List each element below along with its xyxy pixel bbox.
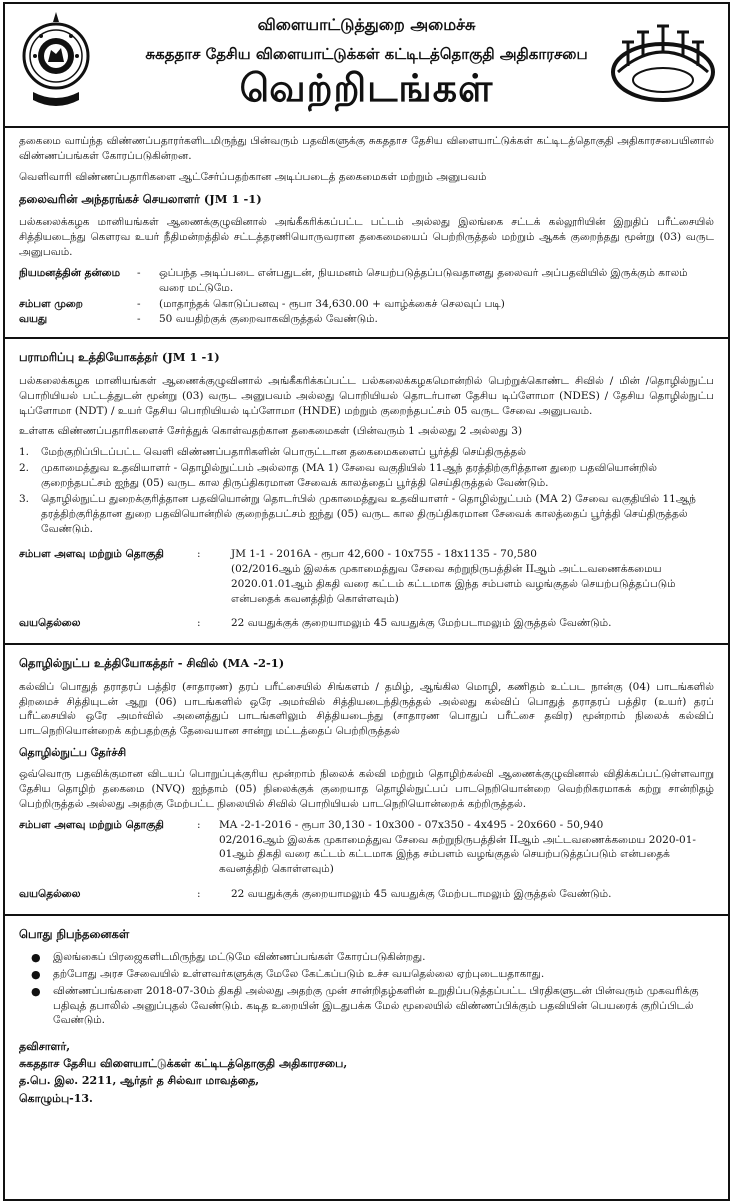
condition-text: தற்போது அரச சேவையில் உள்ளவர்களுக்கு மேலே கேட்கப்படும் உச்ச வயதெல்லை ஏற்புடையதாகாது.	[53, 968, 545, 981]
item-text: தொழில்நுட்ப துறைக்குரித்தான பதவியொன்று தொடர்பில் முகாமைத்துவ உதவியாளர் - தொழில்நுட்பம் (MA 2) சேவை வகுதியில் 11ஆந் தரத்திற்குரித்தான துறை பதவியொன்றில் குறைந்தபட்சம் ஐந்து (05) வருட கால திருப்திகரமான சேவைக் காலத்தைப் பூர்த்தி செய்திருத்தல் வேண்டும்.	[41, 493, 696, 535]
notice-header	[5, 4, 728, 128]
item-number: 2.	[19, 462, 30, 475]
list-item	[19, 461, 714, 491]
item-text: மேற்குறிப்பிடப்பட்ட வெளி விண்ணப்பதாரிகளின் பொருட்டான தகைமைகளைப் பூர்த்தி செய்திருத்தல்	[41, 446, 526, 459]
section-technical-officer	[5, 645, 728, 916]
section-maintenance-officer	[5, 339, 728, 645]
salary-separator: :	[197, 547, 201, 560]
authority-name: சுகததாச தேசிய விளையாட்டுக்கள் கட்டிடத்தொகுதி அதிகாரசபை	[145, 45, 588, 63]
salary-value	[231, 547, 714, 607]
detail-separator: -	[137, 313, 141, 326]
post-title-technical-officer: தொழில்நுட்ப உத்தியோகத்தர் - சிவில் (MA -2-1)	[19, 656, 285, 671]
general-conditions-title: பொது நிபந்தனைகள்	[19, 927, 130, 942]
detail-value: 50 வயதிற்குக் குறைவாகவிருத்தல் வேண்டும்.	[159, 313, 378, 326]
salary-note: 02/2016ஆம் இலக்க முகாமைத்துவ சேவை சுற்றுநிருபத்தின் IIஆம் அட்டவணைக்கமைய 2020-01-01ஆம் திகதி வரை கட்டம் கட்டமாக இந்த சம்பளம் வழங்குதல் செயற்படுத்தப்படும் என்பதைக் கவனத்திற் கொள்ளவும்)	[219, 833, 696, 876]
signature-line: கொழும்பு-13.	[19, 1091, 93, 1105]
age-value: 22 வயதுக்குக் குறையாமலும் 45 வயதுக்கு மேற்படாமலும் இருத்தல் வேண்டும்.	[231, 888, 612, 901]
section-intro	[5, 128, 728, 339]
detail-separator: -	[137, 297, 141, 310]
condition-text: இலங்கைப் பிரஜைகளிடமிருந்து மட்டுமே விண்ணப்பங்கள் கோரப்படுகின்றது.	[53, 951, 426, 964]
age-value: 22 வயதுக்குக் குறையாமலும் 45 வயதுக்கு மேற்படாமலும் இருத்தல் வேண்டும்.	[231, 617, 612, 630]
signature-block	[19, 1038, 714, 1106]
bullet-icon: ●	[31, 984, 41, 998]
qualification-text: கல்விப் பொதுத் தராதரப் பத்திர (சாதாரண) தரப் பரீட்சையில் சிங்களம் / தமிழ், ஆங்கில மொழி, கணிதம் உட்பட நான்கு (04) பாடங்களில் திறமைச் சித்தியுடன் ஆறு (06) பாடங்களில் ஒரே அமர்வில் சித்தியடைந்திருத்தல் அல்லது கல்விப் பொதுத் தராதரப் பத்திர (உயர்) தரப் பரீட்சையில் ஒரே அமர்வில் அனைத்துப் பாடங்களிலும் சித்தியடைந்து (சாதாரண பொதுப் பரீட்சை தவிர) மூன்றாம் நிலைக் கல்விப் பாடநெறியொன்றைக் கற்பதற்குத் தேவையான சான்று மட்டத்தைப் பெற்றிருத்தல்	[19, 680, 714, 738]
detail-label: சம்பள முறை	[19, 297, 83, 310]
list-item	[31, 950, 714, 966]
ministry-name: விளையாட்டுத்துறை அமைச்சு	[257, 15, 476, 34]
qualification-text: பல்கலைக்கழக மானியங்கள் ஆணைக்குழுவினால் அங்கீகரிக்கப்பட்ட பல்கலைக்கழகமொன்றில் பெற்றுக்கொண்ட சிவில் / மின் /தொழில்நுட்ப பொறியியல் பட்டத்துடன் மூன்று (03) வருட அனுபவம் அல்லது பொறியியல் தொடர்பான தேசிய டிப்ளோமா (NDES) / தேசிய தொழில்நுட்ப டிப்ளோமா (NDT) / உயர் தேசிய பொறியியல் டிப்ளோமா (HNDE) மற்றும் குறைந்தபட்சம் 05 வருட சேவை அனுபவம்.	[19, 374, 714, 417]
detail-row	[19, 266, 714, 296]
technical-proficiency-text: ஒவ்வொரு பதவிக்குமான விடயப் பொறுப்புக்குரிய மூன்றாம் நிலைக் கல்வி மற்றும் தொழிற்கல்வி ஆணைக்குழுவினால் விதிக்கப்பட்டுள்ளவாறு தேசிய தொழிற் தகைமை (NVQ) ஐந்தாம் (05) நிலைக்குக் குறையாத தொழில்நுட்பப் பாடநெறியொன்றை வெற்றிகரமாகக் கற்று சான்றிதழ் பெற்றிருத்தல் அல்லது அதற்கு மேற்பட்ட நிலையில் சிவில் பொறியியல் பாடநெறியொன்றைக் கற்றிருத்தல்.	[19, 767, 714, 810]
detail-separator: -	[137, 266, 141, 279]
list-item	[19, 492, 714, 537]
bullet-icon: ●	[31, 951, 41, 965]
item-number: 3.	[19, 493, 30, 506]
intro-paragraph: தகைமை வாய்ந்த விண்ணப்பதாரர்களிடமிருந்து பின்வரும் பதவிகளுக்கு சுகததாச தேசிய விளையாட்டுக்கள் கட்டிடத்தொகுதி அதிகாரசபையினால் விண்ணப்பங்கள் கோரப்படுகின்றன.	[19, 135, 714, 162]
salary-value	[219, 818, 714, 878]
salary-label: சம்பள அளவு மற்றும் தொகுதி	[19, 547, 164, 560]
general-conditions-list	[31, 950, 714, 1028]
age-row	[19, 887, 714, 902]
detail-value: ஒப்பந்த அடிப்படை என்பதுடன், நியமனம் செயற்படுத்தப்படுவதானது தலைவர் அப்பதவியில் இருக்கும் காலம் வரை மட்டுமே.	[159, 266, 688, 294]
list-item	[19, 445, 714, 460]
detail-row	[19, 297, 714, 312]
detail-label: நியமனத்தின் தன்மை	[19, 266, 121, 279]
internal-applicants-heading: உள்ளக விண்ணப்பதாரிகளைச் சேர்த்துக் கொள்வதற்கான தகைமைகள் (பின்வரும் 1 அல்லது 2 அல்லது 3)	[19, 425, 523, 438]
list-item	[31, 984, 714, 1029]
age-separator: :	[197, 617, 201, 630]
item-number: 1.	[19, 446, 30, 459]
basic-qualifications-heading: வெளிவாரி விண்ணப்பதாரிகளை ஆட்சேர்ப்பதற்கான அடிப்படைத் தகைமைகள் மற்றும் அனுபவம்	[19, 170, 487, 183]
internal-qualifications-list	[19, 445, 714, 536]
detail-value: (மாதாந்தக் கொடுப்பனவு - ரூபா 34,630.00 + வாழ்க்கைச் செலவுப் படி)	[159, 297, 505, 310]
salary-note: (02/2016ஆம் இலக்க முகாமைத்துவ சேவை சுற்றுநிருபத்தின் IIஆம் அட்டவணைக்கமைய 2020.01.01ஆம் திகதி வரை கட்டம் கட்டமாக இந்த சம்பளம் வழங்குதல் செயற்படுத்தப்படும் என்பதைக் கவனத்திற் கொள்ளவும்)	[231, 562, 676, 605]
page-title: வெற்றிடங்கள்	[239, 66, 494, 110]
salary-row	[19, 547, 714, 607]
qualification-text: பல்கலைக்கழக மானியங்கள் ஆணைக்குழுவினால் அங்கீகரிக்கப்பட்ட பட்டம் அல்லது இலங்கை சட்டக் கல்லூரியின் இறுதிப் பரீட்சையில் சித்தியடைந்து கௌரவ உயர் நீதிமன்றத்தில் சட்டத்தரணியொருவரான தகைமையைப் பெற்றிருத்தல் மற்றும் ஆகக் குறைந்தது மூன்று (03) வருட அனுபவம்.	[19, 216, 714, 258]
stadium-logo-icon	[608, 22, 718, 110]
post-title-maintenance-officer: பராமரிப்பு உத்தியோகத்தர் (JM 1 -1)	[19, 350, 220, 365]
signature-line: சுகததாச தேசிய விளையாட்டுக்கள் கட்டிடத்தொகுதி அதிகாரசபை,	[19, 1057, 348, 1071]
detail-row	[19, 312, 714, 327]
age-separator: :	[197, 888, 201, 901]
salary-separator: :	[197, 818, 201, 831]
salary-scale: JM 1-1 - 2016A - ரூபா 42,600 - 10x755 - 18x1135 - 70,580	[231, 547, 537, 560]
age-row	[19, 616, 714, 631]
age-label: வயதெல்லை	[19, 617, 81, 630]
signature-line: த.பெ. இல. 2211, ஆர்தர் த சில்வா மாவத்தை,	[19, 1074, 260, 1088]
salary-label: சம்பள அளவு மற்றும் தொகுதி	[19, 818, 164, 831]
post-title-private-secretary: தலைவரின் அந்தரங்கச் செயலாளர் (JM 1 -1)	[19, 191, 262, 206]
technical-proficiency-heading: தொழில்நுட்ப தேர்ச்சி	[19, 746, 127, 760]
detail-label: வயது	[19, 313, 48, 326]
section-general-conditions	[5, 916, 728, 1110]
signature-line: தவிசாளர்,	[19, 1040, 71, 1054]
salary-row	[19, 818, 714, 878]
item-text: முகாமைத்துவ உதவியாளர் - தொழில்நுட்பம் அல்லாத (MA 1) சேவை வகுதியில் 11ஆந் தரத்திற்குரித்தான துறை பதவியொன்றில் குறைந்தபட்சம் ஐந்து (05) வருட கால திருப்திகரமான சேவைக் காலத்தைப் பூர்த்தி செய்திருத்தல் வேண்டும்.	[41, 462, 657, 490]
condition-text: விண்ணப்பங்களை 2018-07-30ம் திகதி அல்லது அதற்கு முன் சான்றிதழ்களின் உறுதிப்படுத்தப்பட்ட பிரதிகளுடன் பின்வரும் முகவரிக்கு பதிவுத் தபாலில் அனுப்புதல் வேண்டும். கடித உறையின் இடதுபக்க மேல் மூலையில் விண்ணப்பிக்கும் பதவியின் பெயரைக் குறிப்பிடல் வேண்டும்.	[53, 984, 699, 1027]
salary-scale: MA -2-1-2016 - ரூபா 30,130 - 10x300 - 07x350 - 4x495 - 20x660 - 50,940	[219, 818, 604, 831]
vacancy-notice	[3, 2, 730, 1201]
list-item	[31, 967, 714, 983]
age-label: வயதெல்லை	[19, 888, 81, 901]
bullet-icon: ●	[31, 968, 41, 982]
